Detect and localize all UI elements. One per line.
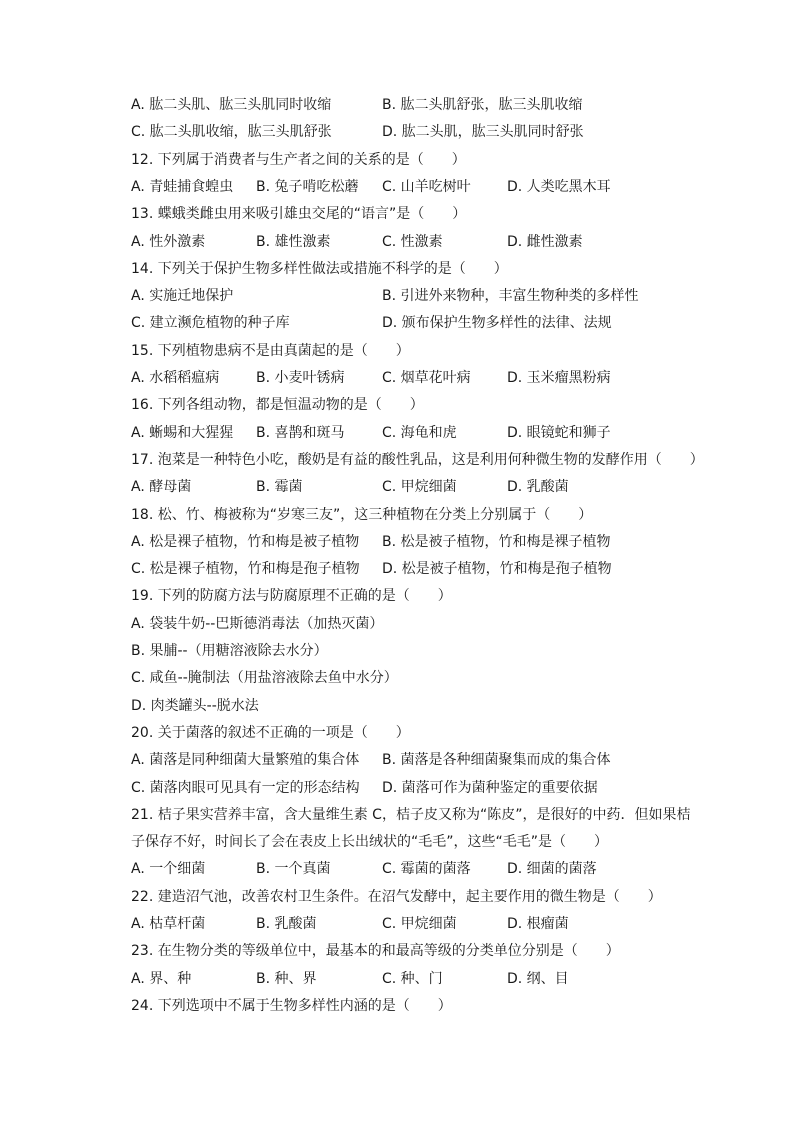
- question-text: 17. 泡菜是一种特色小吃，酸奶是有益的酸性乳品，这是利用何种微生物的发酵作用（ ）: [131, 451, 704, 468]
- question-text: 19. 下列的防腐方法与防腐原理不正确的是（ ）: [131, 588, 452, 605]
- option-b: D. 菌落可作为菌种鉴定的重要依据: [382, 779, 598, 796]
- question-line: [0, 884, 794, 911]
- option-c: C. 种、门: [382, 970, 443, 987]
- option-a: A. 肱二头肌、肱三头肌同时收缩: [131, 97, 332, 113]
- question-text: 13. 蝶蛾类雌虫用来吸引雄虫交尾的“语言”是（ ）: [131, 206, 467, 223]
- option-b: B. 菌落是各种细菌聚集而成的集合体: [382, 752, 611, 769]
- option-b: B. 雄性激素: [256, 233, 331, 250]
- question-text: 16. 下列各组动物，都是恒温动物的是（ ）: [131, 397, 424, 414]
- question-line: [0, 829, 794, 856]
- question-line: [0, 720, 794, 747]
- option-c: C. 性激素: [382, 233, 443, 250]
- option-b: D. 颁布保护生物多样性的法律、法规: [382, 315, 612, 332]
- question-line: [0, 201, 794, 228]
- option-a: A. 性外激素: [131, 233, 206, 250]
- option-d: D. 玉米瘤黑粉病: [507, 370, 611, 386]
- options-row: [0, 556, 794, 583]
- option-b: B. 松是被子植物，竹和梅是裸子植物: [382, 533, 611, 550]
- question-line: [0, 502, 794, 529]
- question-line: [0, 693, 794, 720]
- question-line: [0, 638, 794, 665]
- option-c: C. 甲烷细菌: [382, 479, 457, 496]
- option-d: D. 雌性激素: [507, 233, 583, 250]
- option-a: A. 水稻稻瘟病: [131, 370, 220, 386]
- question-line: [0, 256, 794, 283]
- options-row: [0, 229, 794, 256]
- options-row: [0, 856, 794, 883]
- question-text: B. 果脯--（用糖溶液除去水分）: [131, 643, 328, 659]
- question-line: [0, 392, 794, 419]
- options-row: [0, 747, 794, 774]
- question-line: [0, 447, 794, 474]
- option-b: B. 乳酸菌: [256, 916, 317, 932]
- question-line: [0, 665, 794, 692]
- options-row: [0, 474, 794, 501]
- option-d: D. 人类吃黑木耳: [507, 178, 611, 195]
- option-b: B. 引进外来物种，丰富生物种类的多样性: [382, 288, 639, 305]
- options-row: [0, 310, 794, 337]
- option-c: C. 烟草花叶病: [382, 370, 471, 386]
- option-b: D. 肱二头肌，肱三头肌同时舒张: [382, 124, 584, 141]
- options-row: [0, 119, 794, 146]
- question-text: 15. 下列植物患病不是由真菌起的是（ ）: [131, 342, 410, 359]
- option-b: B. 种、界: [256, 970, 317, 987]
- question-text: 20. 关于菌落的叙述不正确的一项是（ ）: [131, 724, 410, 741]
- question-line: [0, 338, 794, 365]
- option-b: B. 兔子啃吃松蘑: [256, 178, 359, 195]
- question-line: [0, 583, 794, 610]
- question-text: 21. 桔子果实营养丰富，含大量维生素 C，桔子皮又称为“陈皮”，是很好的中药．但如果桔: [131, 806, 691, 823]
- question-text: 14. 下列关于保护生物多样性做法或措施不科学的是（ ）: [131, 260, 508, 277]
- question-text: C. 咸鱼--腌制法（用盐溶液除去鱼中水分）: [131, 670, 398, 687]
- option-d: D. 细菌的菌落: [507, 861, 597, 878]
- option-b: B. 肱二头肌舒张，肱三头肌收缩: [382, 97, 583, 113]
- options-row: [0, 174, 794, 201]
- option-b: B. 小麦叶锈病: [256, 370, 345, 386]
- option-a: A. 实施迁地保护: [131, 288, 234, 305]
- question-text: A. 袋装牛奶--巴斯德消毒法（加热灭菌）: [131, 615, 384, 632]
- option-c: C. 甲烷细菌: [382, 916, 457, 932]
- question-text: 24. 下列选项中不属于生物多样性内涵的是（ ）: [131, 997, 452, 1014]
- question-line: [0, 802, 794, 829]
- option-a: C. 肱二头肌收缩，肱三头肌舒张: [131, 124, 332, 141]
- question-line: [0, 938, 794, 965]
- option-a: A. 青蛙捕食蝗虫: [131, 178, 234, 195]
- options-row: [0, 529, 794, 556]
- option-b: B. 喜鹊和斑马: [256, 424, 345, 441]
- question-text: 22. 建造沼气池，改善农村卫生条件。在沼气发酵中，起主要作用的微生物是（ ）: [131, 888, 662, 905]
- options-row: [0, 420, 794, 447]
- options-row: [0, 966, 794, 993]
- option-d: D. 纲、目: [507, 970, 569, 987]
- option-a: A. 枯草杆菌: [131, 916, 206, 932]
- option-a: A. 一个细菌: [131, 861, 206, 878]
- option-b: B. 一个真菌: [256, 861, 331, 878]
- option-a: A. 酵母菌: [131, 479, 192, 496]
- option-a: C. 菌落肉眼可见具有一定的形态结构: [131, 779, 360, 796]
- option-c: C. 山羊吃树叶: [382, 178, 471, 195]
- option-d: D. 根瘤菌: [507, 916, 569, 932]
- option-b: B. 霉菌: [256, 479, 303, 496]
- option-a: A. 界、种: [131, 970, 192, 987]
- option-a: A. 松是裸子植物，竹和梅是被子植物: [131, 533, 360, 550]
- question-line: [0, 993, 794, 1020]
- option-a: C. 松是裸子植物，竹和梅是孢子植物: [131, 561, 360, 578]
- question-line: [0, 611, 794, 638]
- option-a: C. 建立濒危植物的种子库: [131, 315, 290, 332]
- option-b: D. 松是被子植物，竹和梅是孢子植物: [382, 561, 612, 578]
- options-row: [0, 283, 794, 310]
- question-text: 12. 下列属于消费者与生产者之间的关系的是（ ）: [131, 151, 466, 168]
- question-line: [0, 147, 794, 174]
- option-a: A. 蜥蜴和大猩猩: [131, 424, 234, 441]
- question-text: 子保存不好，时间长了会在表皮上长出绒状的“毛毛”，这些“毛毛”是（ ）: [131, 834, 609, 851]
- option-c: C. 霉菌的菌落: [382, 861, 471, 878]
- question-text: 23. 在生物分类的等级单位中，最基本的和最高等级的分类单位分别是（ ）: [131, 943, 620, 960]
- question-text: D. 肉类罐头--脱水法: [131, 697, 259, 714]
- option-d: D. 眼镜蛇和狮子: [507, 424, 611, 441]
- option-d: D. 乳酸菌: [507, 479, 569, 496]
- options-row: [0, 911, 794, 938]
- options-row: [0, 775, 794, 802]
- question-text: 18. 松、竹、梅被称为“岁寒三友”，这三种植物在分类上分别属于（ ）: [131, 506, 593, 523]
- option-c: C. 海龟和虎: [382, 424, 457, 441]
- options-row: [0, 92, 794, 119]
- options-row: [0, 365, 794, 392]
- option-a: A. 菌落是同种细菌大量繁殖的集合体: [131, 752, 360, 769]
